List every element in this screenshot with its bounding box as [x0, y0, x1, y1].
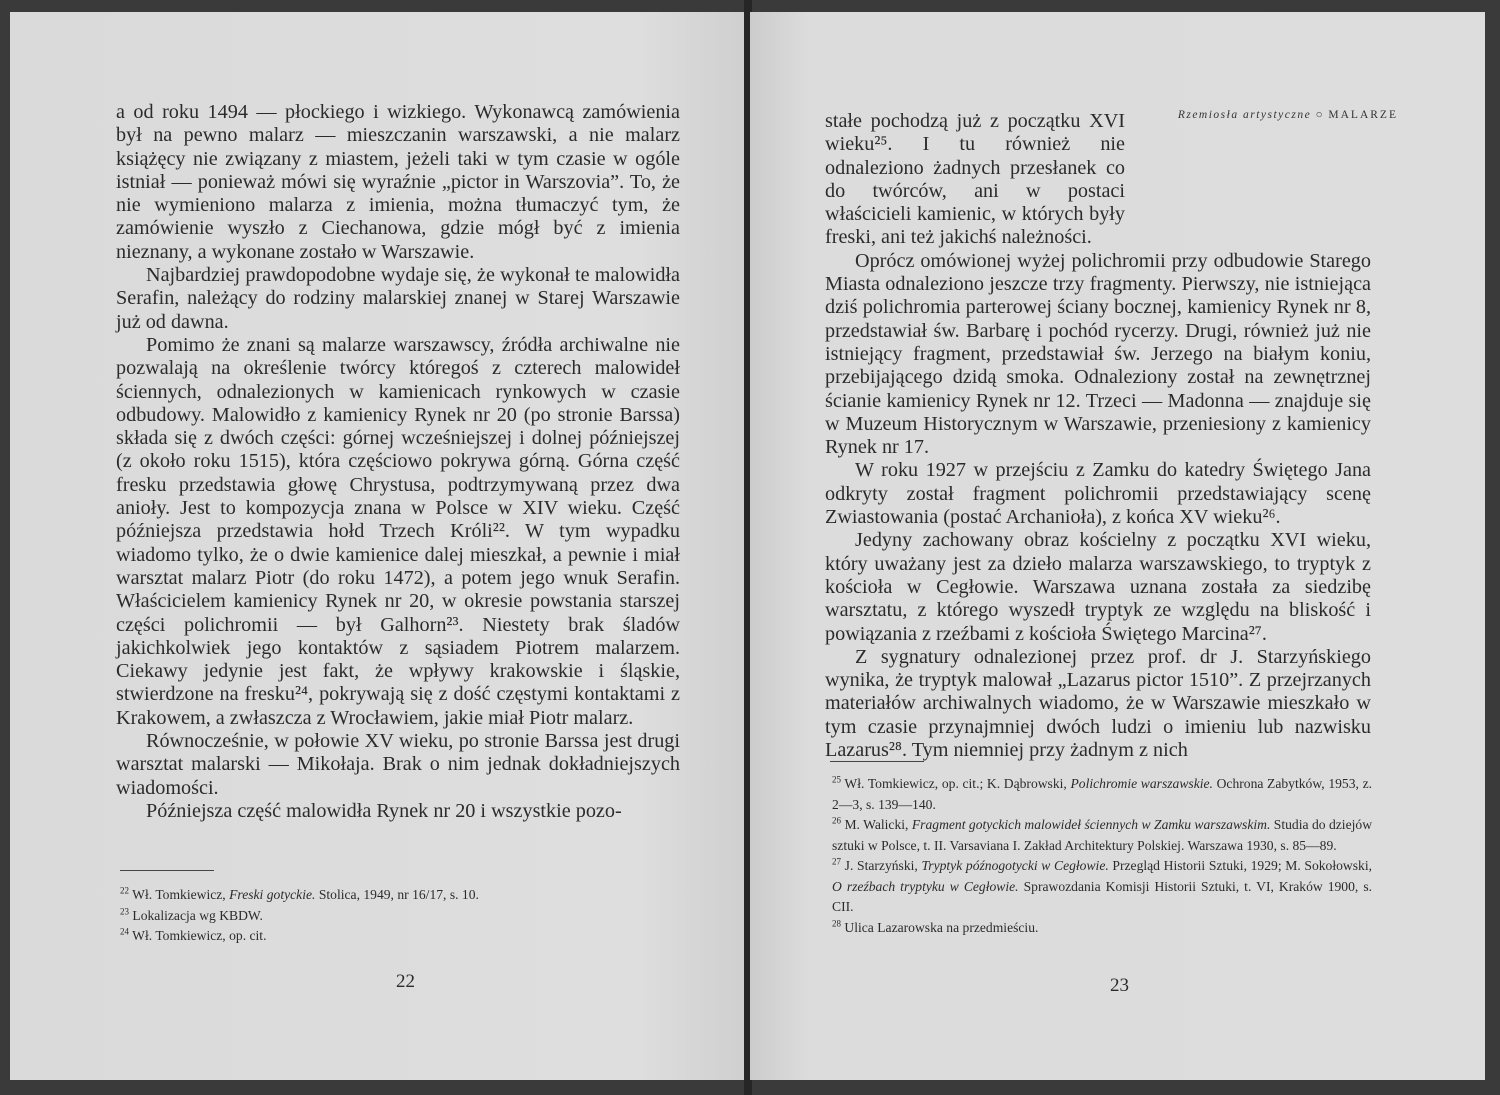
running-head-chapter: MALARZE	[1328, 109, 1398, 121]
paragraph: Z sygnatury odnalezionej przez prof. dr J. Starzyńskiego wynika, że tryptyk malował „Lazarus pictor 1510”. Z przejrzanych materiałów archiwalnych wiadomo, że w Warszawie mieszkało w tym czasie przynajmniej dwóch ludzi o imieniu lub nazwisku Lazarus²⁸. Tym niemniej przy żadnym z nich	[825, 645, 1371, 762]
paragraph-text: stałe pochodzą już z początku XVI wieku²⁵. I tu również nie odnaleziono żadnych przesłanek co do twórców, ani w postaci właścicieli kamienic, w których były freski, ani też jakichś należności.	[825, 110, 1125, 249]
footnote-text: Stolica, 1949, nr 16/17, s. 10.	[315, 887, 479, 902]
paragraph	[825, 110, 1371, 250]
footnote	[832, 856, 1372, 918]
footnote-text: J. Starzyński,	[844, 858, 922, 873]
footnote-title: Fragment gotyckich malowideł ściennych w Zamku warszawskim.	[911, 817, 1271, 832]
footnote-text: Wł. Tomkiewicz,	[132, 887, 230, 902]
footnote-text: Przegląd Historii Sztuki, 1929; M. Sokołowski,	[1108, 858, 1373, 873]
paragraph: a od roku 1494 — płockiego i wizkiego. Wykonawcą zamówienia był na pewno malarz — mieszczanin warszawski, a nie malarz książęcy nie związany z miastem, jeżeli taki w tym czasie w ogóle istniał — ponieważ mówi się wyraźnie „pictor in Warszovia”. To, że nie wymieniono malarza z imienia, można tłumaczyć tym, że zamówienie wyszło z Ciechanowa, gdzie mógł być z imienia nieznany, a wykonane zostało w Warszawie.	[116, 101, 680, 263]
footnote-text: Sprawozdania Komisji Historii Sztuki, t. VI, Kraków 1900, s. CII.	[832, 878, 1373, 914]
footnote-title: O rzeźbach tryptyku w Cegłowie.	[832, 878, 1019, 894]
footnote	[120, 906, 650, 927]
paragraph: Późniejsza część malowidła Rynek nr 20 i wszystkie pozo-	[146, 799, 622, 822]
paragraph: W roku 1927 w przejściu z Zamku do katedry Świętego Jana odkryty został fragment polichromii przedstawiający scenę Zwiastowania (postać Archanioła), z końca XV wieku²⁶.	[825, 459, 1371, 529]
footnote-number: 23	[120, 905, 129, 916]
running-head-section: Rzemiosła artystyczne	[1177, 109, 1312, 121]
right-body-text	[825, 110, 1371, 762]
footnote	[832, 774, 1372, 815]
footnote-number: 24	[120, 926, 129, 937]
footnote-text: M. Walicki,	[844, 817, 912, 832]
footnote-text: Studia do dziejów sztuki w Polsce, t. II. Varsaviana I. Zakład Architektury Polskiej. Warszawa 1930, s. 85—89.	[832, 817, 1373, 853]
running-head-separator: ○	[1315, 109, 1325, 121]
paragraph: Oprócz omówionej wyżej polichromii przy odbudowie Starego Miasta odnaleziono jeszcze trzy fragmenty. Pierwszy, nie istniejąca dziś polichromia parterowej ściany bocznej, kamienicy Rynek nr 8, przedstawiał św. Barbarę i pochód rycerzy. Drugi, również już nie istniejący fragment, przedstawiał św. Jerzego na białym koniu, przebijającego dzidą smoka. Odnaleziony został na zewnętrznej ścianie kamienicy Rynek nr 12. Trzeci — Madonna — znajduje się w Muzeum Historycznym w Warszawie, przeniesiony z kamienicy Rynek nr 17.	[825, 249, 1371, 459]
footnote-number: 25	[832, 774, 841, 785]
footnote-title: Tryptyk późnogotycki w Cegłowie.	[921, 858, 1109, 873]
paragraph: Pomimo że znani są malarze warszawscy, źródła archiwalne nie pozwalają na określenie twórcy któregoś z czterech malowideł ściennych, odnalezionych w kamienicach rynkowych w czasie odbudowy. Malowidło z kamienicy Rynek nr 20 (po stronie Barssa) składa się z dwóch części: górnej wcześniejszej i dolnej późniejszej (z około roku 1515), która częściowo pokrywa górną. Górna część fresku przedstawia głowę Chrystusa, podtrzymywaną przez dwa anioły. Jest to kompozycja znana w Polsce w XIV wieku. Część późniejsza przedstawia hołd Trzech Króli²². W tym wypadku wiadomo tylko, że o dwie kamienice dalej mieszkał, a pewnie i miał warsztat malarz Piotr (do roku 1472), a potem jego wnuk Serafin. Właścicielem kamienicy Rynek nr 20, w okresie powstania starszej części polichromii — był Galhorn²³. Niestety brak śladów jakichkolwiek jego kontaktów z sąsiadem Piotrem malarzem. Ciekawy jedynie jest fakt, że wpływy krakowskie i śląskie, stwierdzone na fresku²⁴, pokrywają się z dość częstymi kontaktami z Krakowem, a zwłaszcza z Wrocławiem, jakie miał Piotr malarz.	[116, 333, 680, 729]
page-number: 23	[1110, 975, 1129, 996]
left-page	[10, 12, 747, 1080]
right-page	[750, 12, 1485, 1080]
footnote-title: Polichromie warszawskie.	[1070, 776, 1213, 791]
paragraph: Równocześnie, w połowie XV wieku, po stronie Barssa jest drugi warsztat malarski — Mikołaja. Brak o nim jednak dokładniejszych wiadomości.	[116, 730, 680, 799]
footnote-title: Freski gotyckie.	[229, 887, 316, 902]
left-footnotes	[120, 885, 650, 947]
footnote	[120, 926, 650, 947]
paragraph: Jedyny zachowany obraz kościelny z początku XVI wieku, który uważany jest za dzieło malarza warszawskiego, to tryptyk z kościoła w Cegłowie. Warszawa uznana została za siedzibę warsztatu, z którego wyszedł tryptyk ze względu na bliskość i powiązania z rzeźbami z kościoła Świętego Marcina²⁷.	[825, 529, 1371, 645]
footnote-rule	[120, 870, 214, 871]
footnote-text: Ochrona Zabytków, 1953, z. 2—3, s. 139—140.	[832, 776, 1372, 812]
footnote-rule	[830, 761, 924, 762]
page-number: 22	[396, 971, 415, 992]
footnote-number: 22	[120, 885, 129, 896]
footnote	[832, 918, 1372, 939]
footnote	[120, 885, 650, 906]
footnote-number: 27	[832, 856, 841, 867]
footnote-number: 26	[832, 815, 841, 826]
paragraph: Najbardziej prawdopodobne wydaje się, że wykonał te malowidła Serafin, należący do rodziny malarskiej znanej w Starej Warszawie już od dawna.	[116, 264, 680, 333]
footnote-text: Wł. Tomkiewicz, op. cit.; K. Dąbrowski,	[844, 776, 1071, 791]
footnote-text: Ulica Lazarowska na przedmieściu.	[844, 919, 1039, 935]
left-body-text	[116, 101, 680, 823]
footnote-text: Wł. Tomkiewicz, op. cit.	[132, 928, 267, 943]
footnote-text: Lokalizacja wg KBDW.	[132, 907, 263, 923]
footnote	[832, 815, 1372, 856]
right-footnotes	[832, 774, 1372, 938]
footnote-number: 28	[832, 917, 841, 928]
